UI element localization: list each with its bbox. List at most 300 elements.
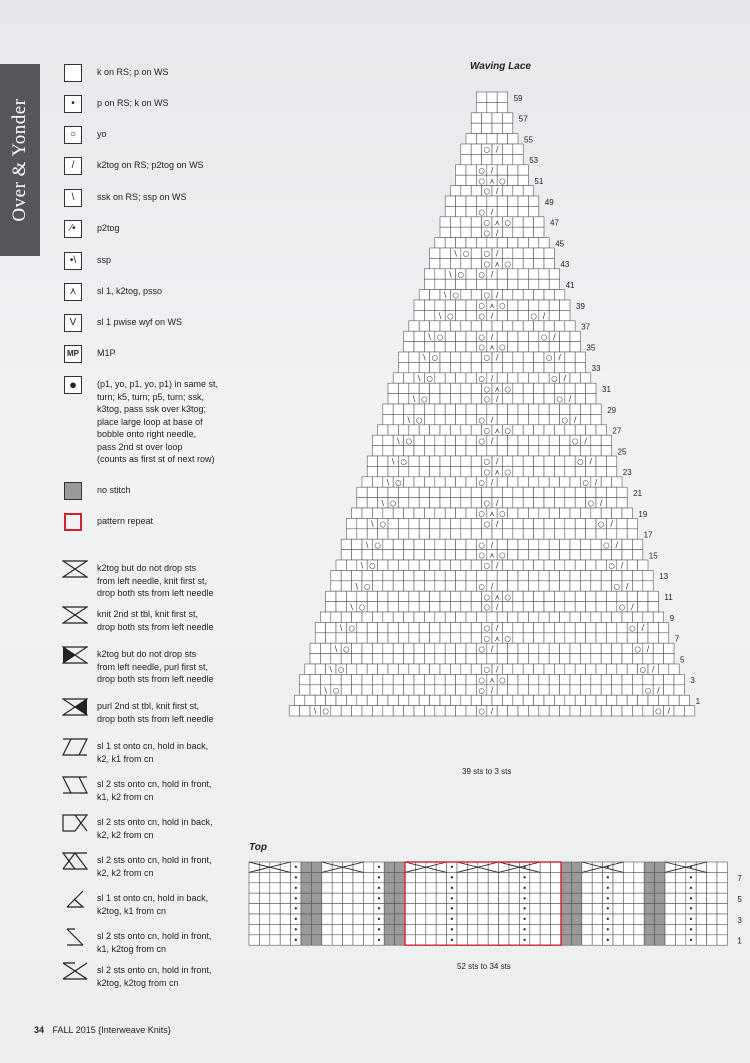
top-chart-title: Top xyxy=(249,842,267,853)
chart-cell xyxy=(414,685,424,695)
chart-cell xyxy=(456,404,466,414)
chart-cell xyxy=(508,643,518,653)
chart-cell xyxy=(326,633,336,643)
chart-cell xyxy=(471,560,481,570)
yo-mark: ○ xyxy=(608,561,615,571)
chart-cell xyxy=(638,560,648,570)
chart-cell xyxy=(419,591,429,601)
yo-mark: ○ xyxy=(358,602,366,612)
chart-cell xyxy=(544,362,554,372)
key-label: k2tog on RS; p2tog on WS xyxy=(97,160,204,170)
chart-cell xyxy=(476,92,486,102)
chart-cell xyxy=(404,581,414,591)
k2tog-mark: / xyxy=(553,332,556,342)
chart-cell xyxy=(456,477,466,487)
k2tog-mark: / xyxy=(490,415,494,425)
chart-cell xyxy=(502,487,512,497)
chart-cell xyxy=(582,893,592,903)
chart-cell xyxy=(508,685,518,695)
chart-cell xyxy=(471,456,481,466)
chart-cell xyxy=(378,529,388,539)
chart-cell xyxy=(414,674,424,684)
yo-mark: ○ xyxy=(483,592,491,602)
chart-cell xyxy=(596,664,606,674)
chart-cell xyxy=(565,560,575,570)
chart-cell xyxy=(549,310,559,320)
chart-cell xyxy=(617,622,627,632)
chart-cell xyxy=(450,529,460,539)
chart-cell xyxy=(419,466,429,476)
no-stitch-cell xyxy=(311,893,321,903)
row-number: 15 xyxy=(648,551,658,561)
chart-cell xyxy=(540,862,550,872)
chart-cell xyxy=(476,570,486,580)
chart-cell xyxy=(436,904,446,914)
chart-cell xyxy=(487,102,497,112)
yo-mark: ○ xyxy=(483,384,491,394)
chart-cell xyxy=(456,300,466,310)
chart-cell xyxy=(554,383,564,393)
chart-cell xyxy=(513,560,523,570)
chart-cell xyxy=(528,373,538,383)
chart-cell xyxy=(606,591,616,601)
chart-cell xyxy=(398,695,408,705)
chart-cell xyxy=(684,706,694,716)
chart-cell xyxy=(430,695,440,705)
chart-cell xyxy=(717,883,727,893)
chart-cell xyxy=(575,633,585,643)
chart-cell xyxy=(551,924,561,934)
yo-mark: ○ xyxy=(405,436,413,446)
purl-mark: • xyxy=(376,883,382,893)
chart-cell xyxy=(497,581,507,591)
chart-cell xyxy=(430,258,440,268)
purl-mark: • xyxy=(688,904,694,914)
chart-cell xyxy=(352,539,362,549)
chart-cell xyxy=(445,279,455,289)
chart-cell xyxy=(440,518,450,528)
chart-cell xyxy=(575,622,585,632)
chart-cell xyxy=(570,550,580,560)
chart-cell xyxy=(664,674,674,684)
chart-cell xyxy=(332,904,342,914)
ssk-mark: \ xyxy=(391,457,395,467)
chart-cell xyxy=(591,550,601,560)
chart-cell xyxy=(450,466,460,476)
chart-cell xyxy=(440,456,450,466)
purl-mark: • xyxy=(688,894,694,904)
purl-mark: • xyxy=(522,873,527,883)
chart-cell xyxy=(582,883,592,893)
chart-cell xyxy=(612,643,622,653)
chart-cell xyxy=(570,477,580,487)
purl-mark: • xyxy=(293,873,299,883)
chart-cell xyxy=(554,425,564,435)
chart-cell xyxy=(551,914,561,924)
chart-cell xyxy=(405,924,415,934)
chart-cell xyxy=(336,695,346,705)
chart-cell xyxy=(280,893,290,903)
yo-mark: ○ xyxy=(483,561,491,571)
chart-cell xyxy=(315,695,325,705)
chart-cell xyxy=(430,383,440,393)
chart-cell xyxy=(435,508,445,518)
ssk-mark: \ xyxy=(417,373,421,383)
chart-cell xyxy=(393,404,403,414)
k2tog-mark: / xyxy=(631,602,634,612)
chart-cell xyxy=(549,414,559,424)
chart-cell xyxy=(509,935,519,945)
chart-cell xyxy=(632,581,642,591)
chart-cell xyxy=(450,498,460,508)
chart-cell xyxy=(502,186,512,196)
chart-cell xyxy=(445,446,455,456)
chart-cell xyxy=(445,685,455,695)
chart-cell xyxy=(476,404,486,414)
chart-cell xyxy=(372,612,382,622)
chart-cell xyxy=(456,206,466,216)
chart-cell xyxy=(332,883,342,893)
chart-cell xyxy=(471,633,481,643)
chart-cell xyxy=(544,248,554,258)
chart-cell xyxy=(315,664,325,674)
chart-cell xyxy=(509,924,519,934)
chart-cell xyxy=(456,550,466,560)
chart-cell xyxy=(508,404,518,414)
chart-cell xyxy=(414,446,424,456)
chart-cell xyxy=(499,935,509,945)
page-number: 34 xyxy=(34,1025,45,1035)
chart-cell xyxy=(513,290,523,300)
chart-cell xyxy=(617,591,627,601)
chart-cell xyxy=(440,258,450,268)
chart-cell xyxy=(591,674,601,684)
chart-cell xyxy=(502,498,512,508)
chart-cell xyxy=(461,529,471,539)
no-stitch-cell xyxy=(384,872,394,882)
chart-cell xyxy=(487,612,497,622)
sk2p-mark: ⋏ xyxy=(489,675,495,685)
chart-cell xyxy=(596,695,606,705)
k2tog-mark: / xyxy=(646,644,650,654)
chart-cell xyxy=(643,674,653,684)
no-stitch-cell xyxy=(301,914,311,924)
k2tog-mark: / xyxy=(495,353,499,363)
no-stitch-cell xyxy=(384,883,394,893)
yo-mark: ○ xyxy=(639,665,647,675)
chart-cell xyxy=(436,883,446,893)
chart-cell xyxy=(554,602,564,612)
chart-cell xyxy=(502,321,512,331)
chart-cell xyxy=(580,643,590,653)
chart-cell xyxy=(497,706,507,716)
chart-cell xyxy=(435,435,445,445)
yo-mark: ○ xyxy=(499,342,506,352)
chart-cell xyxy=(518,331,528,341)
chart-cell xyxy=(352,508,362,518)
chart-cell xyxy=(280,883,290,893)
yo-mark: ○ xyxy=(400,457,407,467)
row-number: 23 xyxy=(622,468,632,478)
chart-cell xyxy=(353,924,363,934)
chart-cell xyxy=(497,373,507,383)
chart-cell xyxy=(502,456,512,466)
chart-cell xyxy=(280,872,290,882)
chart-cell xyxy=(549,654,559,664)
chart-cell xyxy=(383,706,393,716)
chart-cell xyxy=(409,529,419,539)
chart-cell xyxy=(466,310,476,320)
chart-cell xyxy=(497,102,507,112)
yo-mark: ○ xyxy=(483,467,491,477)
chart-cell xyxy=(456,342,466,352)
chart-cell xyxy=(404,404,414,414)
chart-cell xyxy=(249,883,259,893)
chart-cell xyxy=(575,529,585,539)
chart-cell xyxy=(534,591,544,601)
chart-cell xyxy=(549,581,559,591)
chart-cell xyxy=(482,321,492,331)
chart-cell xyxy=(415,935,425,945)
chart-cell xyxy=(393,612,403,622)
chart-cell xyxy=(372,570,382,580)
purl-mark: • xyxy=(293,915,299,925)
chart-cell xyxy=(632,706,642,716)
chart-cell xyxy=(482,487,492,497)
chart-cell xyxy=(398,591,408,601)
k2tog-symbol-icon: / xyxy=(64,157,82,175)
yo-mark: ○ xyxy=(478,165,485,175)
chart-cell xyxy=(508,706,518,716)
chart-cell xyxy=(513,227,523,237)
chart-cell xyxy=(456,674,466,684)
chart-cell xyxy=(424,446,434,456)
chart-cell xyxy=(445,477,455,487)
chart-cell xyxy=(502,602,512,612)
row-number: 7 xyxy=(674,634,680,644)
chart-cell xyxy=(513,248,523,258)
ssk-mark: \ xyxy=(334,644,338,654)
chart-cell xyxy=(466,342,476,352)
chart-cell xyxy=(249,924,259,934)
chart-cell xyxy=(461,362,471,372)
chart-cell xyxy=(461,591,471,601)
row-number: 41 xyxy=(565,281,575,291)
ssk-mark: \ xyxy=(381,498,385,508)
chart-cell xyxy=(560,477,570,487)
no-stitch-cell xyxy=(561,872,571,882)
chart-cell xyxy=(596,466,606,476)
chart-cell xyxy=(300,706,310,716)
chart-cell xyxy=(440,425,450,435)
chart-cell xyxy=(523,695,533,705)
chart-cell xyxy=(518,706,528,716)
chart-cell xyxy=(534,602,544,612)
chart-cell xyxy=(634,862,644,872)
chart-cell xyxy=(539,342,549,352)
chart-cell xyxy=(343,883,353,893)
chart-cell xyxy=(560,643,570,653)
waving-lace-caption: 39 sts to 3 sts xyxy=(462,767,512,776)
chart-cell xyxy=(669,695,679,705)
chart-cell xyxy=(534,321,544,331)
chart-cell xyxy=(528,674,538,684)
chart-cell xyxy=(471,602,481,612)
chart-cell xyxy=(509,904,519,914)
chart-cell xyxy=(367,498,377,508)
chart-cell xyxy=(398,352,408,362)
chart-cell xyxy=(530,872,540,882)
chart-cell xyxy=(450,602,460,612)
no-stitch-cell xyxy=(571,924,581,934)
chart-cell xyxy=(471,622,481,632)
sk2p-mark: ⋏ xyxy=(489,509,495,519)
chart-cell xyxy=(378,560,388,570)
k2tog-mark: / xyxy=(490,269,494,279)
chart-cell xyxy=(497,310,507,320)
chart-cell xyxy=(549,435,559,445)
chart-cell xyxy=(419,383,429,393)
chart-cell xyxy=(509,883,519,893)
chart-cell xyxy=(540,924,550,934)
chart-cell xyxy=(530,914,540,924)
yo-mark: ○ xyxy=(540,332,548,342)
chart-cell xyxy=(508,414,518,424)
chart-cell xyxy=(534,466,544,476)
chart-cell xyxy=(523,248,533,258)
chart-cell xyxy=(326,602,336,612)
chart-cell xyxy=(497,196,507,206)
chart-cell xyxy=(289,706,299,716)
yo-mark: ○ xyxy=(447,311,454,321)
ssk-mark: \ xyxy=(329,665,333,675)
purl-mark: • xyxy=(293,935,299,945)
chart-cell xyxy=(508,238,518,248)
chart-cell xyxy=(560,310,570,320)
row-number: 43 xyxy=(560,260,570,270)
ssp-symbol-icon: •\ xyxy=(64,252,82,270)
chart-cell xyxy=(508,654,518,664)
chart-cell xyxy=(398,466,408,476)
chart-cell xyxy=(363,914,373,924)
purl-mark: • xyxy=(449,904,455,914)
chart-cell xyxy=(554,633,564,643)
chart-cell xyxy=(675,924,685,934)
chart-cell xyxy=(623,883,633,893)
chart-cell xyxy=(430,394,440,404)
chart-cell xyxy=(669,664,679,674)
chart-cell xyxy=(613,883,623,893)
chart-cell xyxy=(534,664,544,674)
row-number: 35 xyxy=(586,343,596,353)
chart-cell xyxy=(528,414,538,424)
chart-cell xyxy=(502,362,512,372)
row-number: 53 xyxy=(529,156,539,166)
chart-cell xyxy=(508,196,518,206)
k2tog-mark: / xyxy=(599,498,603,508)
chart-cell xyxy=(539,539,549,549)
chart-cell xyxy=(534,518,544,528)
chart-cell xyxy=(445,414,455,424)
chart-cell xyxy=(315,633,325,643)
row-number: 57 xyxy=(518,114,528,124)
chart-cell xyxy=(478,893,488,903)
chart-cell xyxy=(405,904,415,914)
chart-cell xyxy=(331,654,341,664)
chart-cell xyxy=(539,685,549,695)
chart-cell xyxy=(467,935,477,945)
chart-cell xyxy=(471,227,481,237)
chart-cell xyxy=(450,633,460,643)
purl-mark: • xyxy=(522,894,527,904)
chart-cell xyxy=(528,300,538,310)
chart-cell xyxy=(551,883,561,893)
chart-cell xyxy=(523,217,533,227)
chart-cell xyxy=(388,695,398,705)
chart-cell xyxy=(445,643,455,653)
yo-mark: ○ xyxy=(504,467,511,477)
chart-cell xyxy=(424,643,434,653)
chart-cell xyxy=(622,654,632,664)
k2tog-mark: / xyxy=(495,145,499,155)
chart-cell xyxy=(445,539,455,549)
chart-cell xyxy=(404,570,414,580)
chart-cell xyxy=(601,550,611,560)
chart-cell xyxy=(393,550,403,560)
chart-cell xyxy=(478,883,488,893)
row-number: 21 xyxy=(633,489,643,499)
chart-cell xyxy=(508,539,518,549)
chart-cell xyxy=(487,238,497,248)
chart-cell xyxy=(544,321,554,331)
chart-cell xyxy=(378,425,388,435)
chart-cell xyxy=(592,914,602,924)
chart-cell xyxy=(378,664,388,674)
chart-cell xyxy=(528,331,538,341)
chart-cell xyxy=(717,924,727,934)
chart-cell xyxy=(539,414,549,424)
k2tog-mark: / xyxy=(495,665,499,675)
key-label: sl 2 sts onto cn, hold in front, k2, k2 from cn xyxy=(97,855,212,878)
chart-cell xyxy=(353,935,363,945)
chart-cell xyxy=(414,508,424,518)
yo-mark: ○ xyxy=(478,540,485,550)
chart-cell xyxy=(378,591,388,601)
chart-cell xyxy=(565,633,575,643)
chart-cell xyxy=(518,269,528,279)
key-label: yo xyxy=(97,129,107,139)
chart-cell xyxy=(560,446,570,456)
chart-cell xyxy=(409,383,419,393)
chart-cell xyxy=(508,279,518,289)
chart-cell xyxy=(471,487,481,497)
chart-cell xyxy=(332,914,342,924)
yo-mark: ○ xyxy=(561,415,569,425)
chart-cell xyxy=(565,352,575,362)
chart-cell xyxy=(436,924,446,934)
chart-cell xyxy=(580,539,590,549)
chart-cell xyxy=(613,914,623,924)
chart-cell xyxy=(696,893,706,903)
chart-cell xyxy=(471,664,481,674)
chart-cell xyxy=(613,872,623,882)
chart-cell xyxy=(436,893,446,903)
yo-mark: ○ xyxy=(504,633,511,643)
chart-cell xyxy=(315,622,325,632)
purl-mark: • xyxy=(522,883,527,893)
row-number: 51 xyxy=(534,177,544,187)
k2tog-mark: / xyxy=(490,540,494,550)
